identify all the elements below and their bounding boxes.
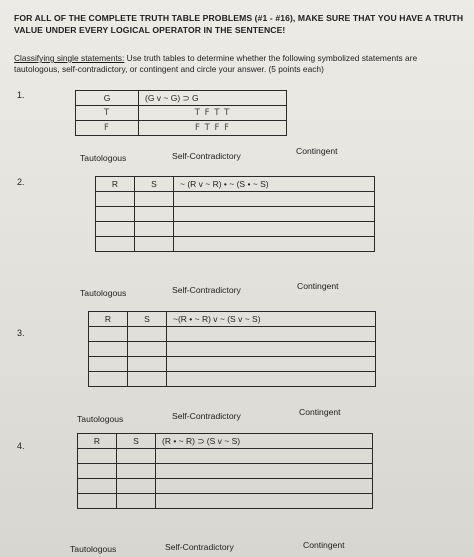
worksheet-header: FOR ALL OF THE COMPLETE TRUTH TABLE PROBLEMS (#1 - #16), MAKE SURE THAT YOU HAVE A TRUTH VALUE UNDER EVERY LOGICAL OPERATOR IN THE SENTENCE!: [14, 13, 464, 35]
problem-2-tautologous-option[interactable]: Tautologous: [80, 288, 127, 298]
problem-2-var-header-s: S: [135, 177, 174, 192]
problem-1-row-2-work: F T F F: [139, 121, 287, 136]
problem-2-var-header-r: R: [96, 177, 135, 192]
problem-4-cell[interactable]: [156, 479, 373, 494]
problem-2-cell[interactable]: [174, 192, 375, 207]
problem-3-tautologous-option[interactable]: Tautologous: [77, 414, 124, 424]
problem-4-self-contradictory-option[interactable]: Self-Contradictory: [165, 542, 234, 552]
problem-3-cell[interactable]: [167, 372, 376, 387]
problem-4-cell[interactable]: [156, 464, 373, 479]
problem-1-number: 1.: [17, 90, 25, 100]
problem-3-self-contradictory-option[interactable]: Self-Contradictory: [172, 411, 241, 421]
problem-3-contingent-option[interactable]: Contingent: [299, 407, 341, 417]
problem-2-contingent-option[interactable]: Contingent: [297, 281, 339, 291]
problem-2-cell[interactable]: [96, 222, 135, 237]
problem-3-cell[interactable]: [167, 327, 376, 342]
problem-4-number: 4.: [17, 441, 25, 451]
problem-1-row-2-var: F: [76, 121, 139, 136]
problem-4-formula: (R • ~ R) ⊃ (S v ~ S): [156, 434, 373, 449]
instructions: [14, 53, 474, 75]
problem-2-cell[interactable]: [96, 192, 135, 207]
problem-4-cell[interactable]: [78, 479, 117, 494]
problem-4-var-header-r: R: [78, 434, 117, 449]
problem-4-cell[interactable]: [117, 464, 156, 479]
problem-3-cell[interactable]: [89, 327, 128, 342]
problem-2-self-contradictory-option[interactable]: Self-Contradictory: [172, 285, 241, 295]
problem-4-cell[interactable]: [117, 449, 156, 464]
instructions-title: Classifying single statements:: [14, 53, 125, 63]
problem-4-cell[interactable]: [78, 464, 117, 479]
problem-3-var-header-s: S: [128, 312, 167, 327]
problem-2-cell[interactable]: [135, 222, 174, 237]
problem-4-cell[interactable]: [78, 449, 117, 464]
problem-2-cell[interactable]: [96, 237, 135, 252]
problem-1-row-1-var: T: [76, 106, 139, 121]
instructions-line2: tautologous, self-contradictory, or contingent and circle your answer. (5 points each): [14, 64, 324, 74]
problem-4-tautologous-option[interactable]: Tautologous: [70, 544, 117, 554]
problem-2-cell[interactable]: [96, 207, 135, 222]
problem-2-cell[interactable]: [135, 207, 174, 222]
problem-2-cell[interactable]: [174, 207, 375, 222]
problem-3-cell[interactable]: [167, 357, 376, 372]
problem-4-cell[interactable]: [156, 494, 373, 509]
instructions-line1: Use truth tables to determine whether the following symbolized statements are: [124, 53, 418, 63]
problem-2-cell[interactable]: [174, 237, 375, 252]
problem-3-cell[interactable]: [128, 357, 167, 372]
problem-3-cell[interactable]: [167, 342, 376, 357]
problem-3-var-header-r: R: [89, 312, 128, 327]
problem-1-contingent-option[interactable]: Contingent: [296, 146, 338, 156]
problem-1-tautologous-option[interactable]: Tautologous: [80, 153, 127, 163]
problem-2-formula: ~ (R v ~ R) • ~ (S • ~ S): [174, 177, 375, 192]
problem-3-cell[interactable]: [89, 372, 128, 387]
problem-3-truth-table: [88, 311, 376, 387]
problem-4-cell[interactable]: [117, 479, 156, 494]
problem-2-cell[interactable]: [135, 237, 174, 252]
problem-3-formula: ~(R • ~ R) v ~ (S v ~ S): [167, 312, 376, 327]
problem-2-cell[interactable]: [174, 222, 375, 237]
problem-3-cell[interactable]: [128, 342, 167, 357]
problem-2-truth-table: [95, 176, 375, 252]
problem-3-cell[interactable]: [128, 372, 167, 387]
problem-4-contingent-option[interactable]: Contingent: [303, 540, 345, 550]
problem-1-formula: (G v ~ G) ⊃ G: [139, 91, 287, 106]
problem-4-var-header-s: S: [117, 434, 156, 449]
problem-3-cell[interactable]: [89, 342, 128, 357]
problem-3-cell[interactable]: [128, 327, 167, 342]
problem-4-truth-table: [77, 433, 373, 509]
problem-1-var-header: G: [76, 91, 139, 106]
problem-2-number: 2.: [17, 177, 25, 187]
problem-1-self-contradictory-option[interactable]: Self-Contradictory: [172, 151, 241, 161]
problem-4-cell[interactable]: [156, 449, 373, 464]
problem-1-truth-table: [75, 90, 287, 136]
problem-3-cell[interactable]: [89, 357, 128, 372]
problem-2-cell[interactable]: [135, 192, 174, 207]
problem-1-row-1-work: T F T T: [139, 106, 287, 121]
problem-3-number: 3.: [17, 328, 25, 338]
problem-4-cell[interactable]: [117, 494, 156, 509]
problem-4-cell[interactable]: [78, 494, 117, 509]
